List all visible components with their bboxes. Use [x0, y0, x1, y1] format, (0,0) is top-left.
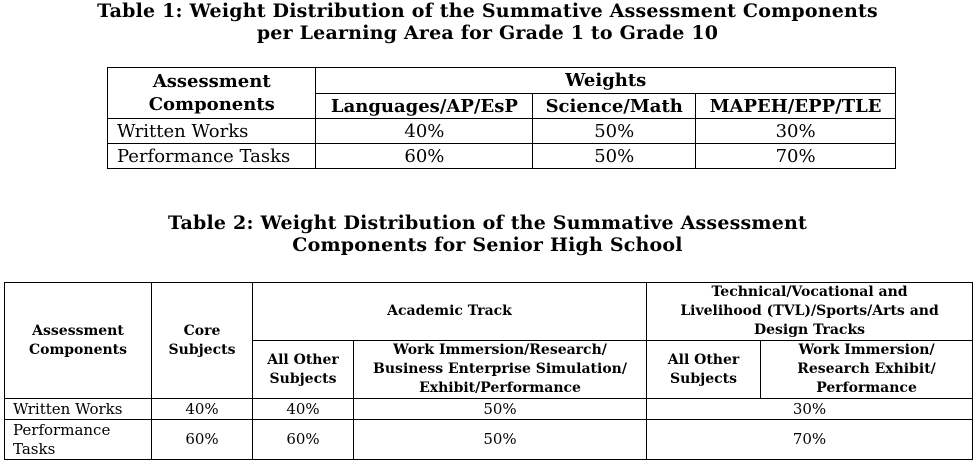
table-row — [5, 399, 973, 420]
table-row — [5, 420, 973, 460]
table2-header-core: Core Subjects — [152, 283, 253, 399]
table1-header-components: Assessment Components — [108, 68, 316, 119]
row-label: Performance Tasks — [5, 420, 152, 460]
table1-header-weights: Weights — [316, 68, 896, 94]
table2-title-line2: Components for Senior High School — [292, 234, 683, 256]
cell-value: 50% — [533, 119, 696, 144]
table2-tvl-other-subjects: All Other Subjects — [647, 341, 761, 399]
table1-col-mapeh: MAPEH/EPP/TLE — [696, 94, 896, 119]
cell-value: 70% — [696, 144, 896, 169]
cell-value: 40% — [152, 399, 253, 420]
table2-header-academic: Academic Track — [253, 283, 647, 341]
table2-header-tvl: Technical/Vocational and Livelihood (TVL)/Sports/Arts and Design Tracks — [647, 283, 973, 341]
row-label: Written Works — [108, 119, 316, 144]
table1-title-line1: Table 1: Weight Distribution of the Summative Assessment Components — [97, 0, 878, 22]
table2-tvl-work-immersion: Work Immersion/ Research Exhibit/ Performance — [761, 341, 973, 399]
table-row — [108, 144, 896, 169]
cell-value: 50% — [354, 399, 647, 420]
cell-value: 60% — [253, 420, 354, 460]
table2-academic-work-immersion: Work Immersion/Research/ Business Enterprise Simulation/ Exhibit/Performance — [354, 341, 647, 399]
table1-title-line2: per Learning Area for Grade 1 to Grade 10 — [256, 22, 719, 44]
cell-value: 30% — [647, 399, 973, 420]
table1-col-languages: Languages/AP/EsP — [316, 94, 533, 119]
table2-title-line1: Table 2: Weight Distribution of the Summative Assessment — [167, 212, 807, 234]
cell-value: 30% — [696, 119, 896, 144]
table-row — [108, 119, 896, 144]
table2-academic-other-subjects: All Other Subjects — [253, 341, 354, 399]
cell-value: 40% — [316, 119, 533, 144]
table2-title — [0, 212, 975, 256]
cell-value: 50% — [354, 420, 647, 460]
table2-header-components: Assessment Components — [5, 283, 152, 399]
row-label: Written Works — [5, 399, 152, 420]
table2 — [4, 282, 973, 460]
row-label: Performance Tasks — [108, 144, 316, 169]
cell-value: 50% — [533, 144, 696, 169]
cell-value: 60% — [316, 144, 533, 169]
cell-value: 70% — [647, 420, 973, 460]
cell-value: 60% — [152, 420, 253, 460]
table1 — [107, 67, 896, 169]
cell-value: 40% — [253, 399, 354, 420]
table1-col-science: Science/Math — [533, 94, 696, 119]
table1-title — [0, 0, 975, 44]
